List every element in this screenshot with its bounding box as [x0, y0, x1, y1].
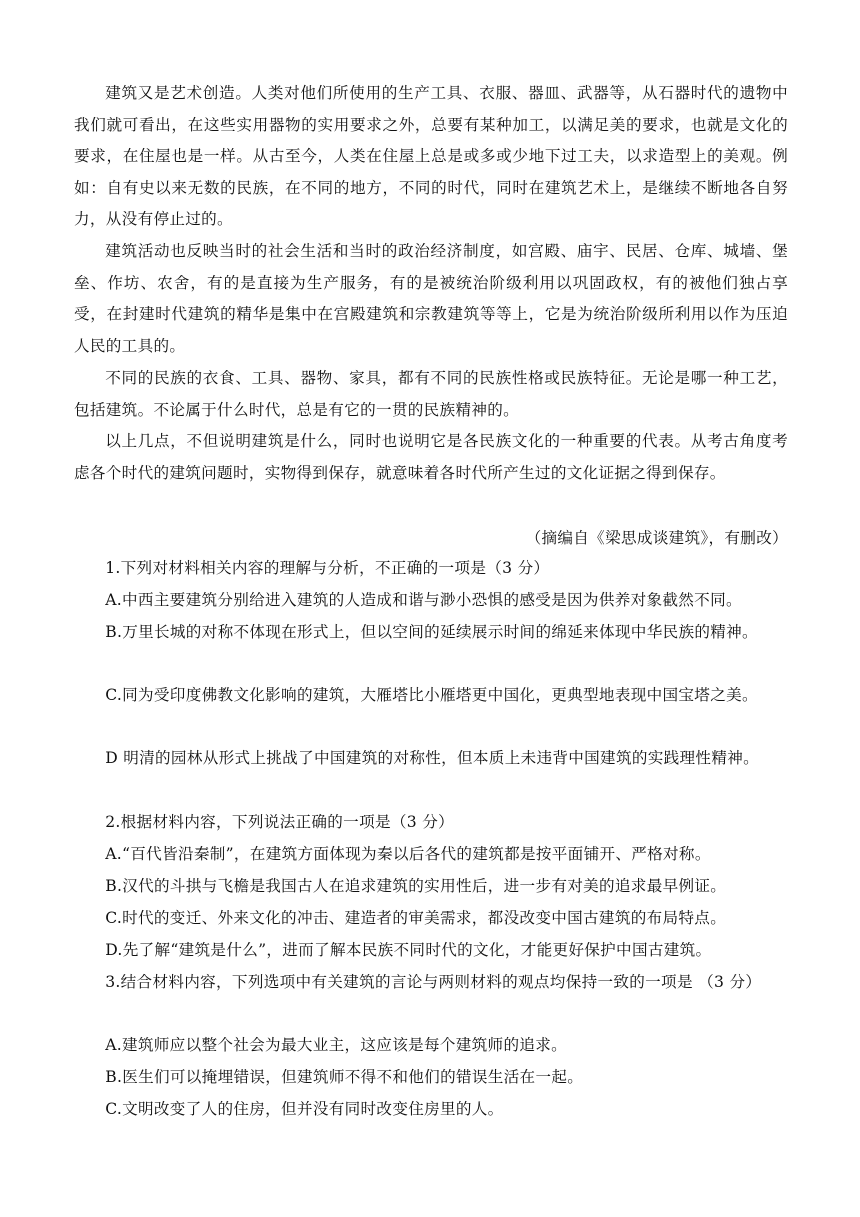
passage-paragraph-1: 建筑又是艺术创造。人类对他们所使用的生产工具、衣服、器皿、武器等，从石器时代的遗物中我们就可看出，在这些实用器物的实用要求之外，总要有某种加工，以满足美的要求，也就是文化的要求，在住屋也是一样。从古至今，人类在住屋上总是或多或少地下过工夫，以求造型上的美观。例如：自有史以来无数的民族，在不同的地方，不同的时代，同时在建筑艺术上，是继续不断地各自努力，从没有停止过的。 [74, 84, 788, 229]
question-3-option-c: C.文明改变了人的住房，但并没有同时改变住房里的人。 [105, 1100, 504, 1118]
question-2-stem: 2.根据材料内容，下列说法正确的一项是（3 分） [105, 813, 455, 831]
question-1-option-b: B.万里长城的对称不体现在形式上，但以空间的延续展示时间的绵延来体现中华民族的精神。 [105, 623, 758, 641]
passage-paragraph-2: 建筑活动也反映当时的社会生活和当时的政治经济制度，如宫殿、庙宇、民居、仓库、城墙、堡垒、作坊、农舍，有的是直接为生产服务，有的是被统治阶级利用以巩固政权，有的被他们独占享受，在封建时代建筑的精华是集中在宫殿建筑和宗教建筑等等上，它是为统治阶级所利用以作为压迫人民的工具的。 [74, 242, 788, 355]
question-2-option-b: B.汉代的斗拱与飞檐是我国古人在追求建筑的实用性后，进一步有对美的追求最早例证。 [105, 877, 727, 895]
passage-source: （摘编自《梁思成谈建筑》，有删改） [525, 529, 788, 547]
passage-paragraph-3: 不同的民族的衣食、工具、器物、家具，都有不同的民族性格或民族特征。无论是哪一种工艺，包括建筑。不论属于什么时代，总是有它的一贯的民族精神的。 [74, 369, 788, 419]
question-1-option-a: A.中西主要建筑分别给进入建筑的人造成和谐与渺小恐惧的感受是因为供养对象截然不同。 [105, 591, 742, 609]
question-3-stem: 3.结合材料内容，下列选项中有关建筑的言论与两则材料的观点均保持一致的一项是 （3 分） [105, 973, 762, 991]
question-2-option-a: A.“百代皆沿秦制”，在建筑方面体现为秦以后各代的建筑都是按平面铺开、严格对称。 [105, 845, 711, 863]
question-3-option-a: A.建筑师应以整个社会为最大业主，这应该是每个建筑师的追求。 [105, 1036, 568, 1054]
passage-paragraph-4: 以上几点，不但说明建筑是什么，同时也说明它是各民族文化的一种重要的代表。从考古角度考虑各个时代的建筑问题时，实物得到保存，就意味着各时代所产生过的文化证据之得到保存。 [74, 432, 788, 482]
question-2-option-d: D.先了解“建筑是什么”，进而了解本民族不同时代的文化，才能更好保护中国古建筑。 [105, 941, 712, 959]
question-1-option-c: C.同为受印度佛教文化影响的建筑，大雁塔比小雁塔更中国化，更典型地表现中国宝塔之美。 [105, 686, 758, 704]
question-3-option-b: B.医生们可以掩埋错误，但建筑师不得不和他们的错误生活在一起。 [105, 1068, 584, 1086]
question-1-option-d: D 明清的园林从形式上挑战了中国建筑的对称性，但本质上未违背中国建筑的实践理性精神。 [105, 749, 759, 767]
question-1-stem: 1.下列对材料相关内容的理解与分析，不正确的一项是（3 分） [105, 559, 550, 577]
question-2-option-c: C.时代的变迁、外来文化的冲击、建造者的审美需求，都没改变中国古建筑的布局特点。 [105, 909, 727, 927]
